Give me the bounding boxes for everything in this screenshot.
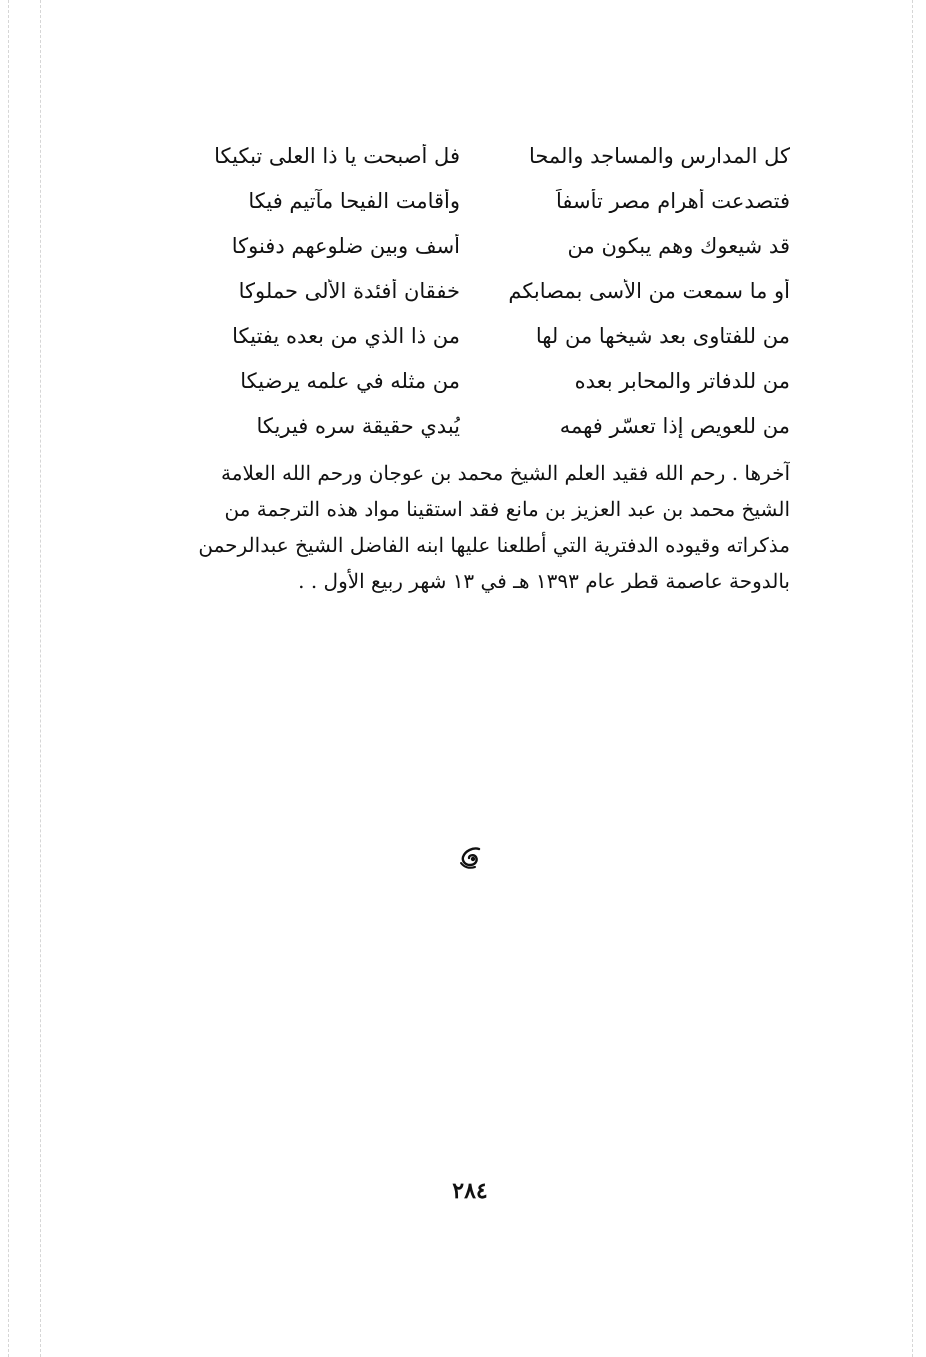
prose-line: الشيخ محمد بن عبد العزيز بن مانع فقد استقينا مواد هذه الترجمة من — [224, 497, 790, 521]
second-hemistich: فل أصبحت يا ذا العلى تبكيكا — [214, 143, 460, 168]
first-hemistich: قد شيعوك وهم يبكون من — [567, 233, 790, 258]
end-flourish-icon — [455, 843, 485, 873]
verse — [160, 223, 790, 268]
scan-edge-right — [912, 0, 913, 1357]
first-hemistich: فتصدعت أهرام مصر تأسفاً — [555, 188, 790, 213]
prose-line: آخرها . رحم الله فقيد العلم الشيخ محمد بن عوجان ورحم الله العلامة — [221, 461, 790, 485]
scan-edge-left-inner — [40, 0, 41, 1357]
verse — [160, 358, 790, 403]
second-hemistich: خفقان أفئدة الألى حملوكا — [238, 278, 460, 303]
verse — [160, 268, 790, 313]
prose-paragraph — [155, 455, 790, 599]
verse — [160, 178, 790, 223]
verse — [160, 133, 790, 178]
second-hemistich: أسف وبين ضلوعهم دفنوكا — [231, 233, 460, 258]
prose-line: بالدوحة عاصمة قطر عام ١٣٩٣ هـ في ١٣ شهر ربيع الأول . . — [298, 569, 790, 593]
first-hemistich: من للدفاتر والمحابر بعده — [574, 368, 790, 393]
second-hemistich: يُبدي حقيقة سره فيريكا — [256, 413, 460, 438]
scan-edge-left — [8, 0, 9, 1357]
verse — [160, 313, 790, 358]
second-hemistich: وأقامت الفيحا مآتيم فيكا — [248, 188, 460, 213]
first-hemistich: من للفتاوى بعد شيخها من لها — [535, 323, 790, 348]
first-hemistich: من للعويص إذا تعسّر فهمه — [559, 413, 790, 438]
second-hemistich: من مثله في علمه يرضيكا — [240, 368, 460, 393]
prose-line: مذكراته وقيوده الدفترية التي أطلعنا عليها ابنه الفاضل الشيخ عبدالرحمن — [198, 533, 790, 557]
page-number: ٢٨٤ — [452, 1178, 488, 1204]
first-hemistich: كل المدارس والمساجد والمحا — [528, 143, 790, 168]
verse — [160, 403, 790, 448]
poem — [160, 133, 790, 448]
first-hemistich: أو ما سمعت من الأسى بمصابكم — [508, 278, 790, 303]
second-hemistich: من ذا الذي من بعده يفتيكا — [232, 323, 460, 348]
